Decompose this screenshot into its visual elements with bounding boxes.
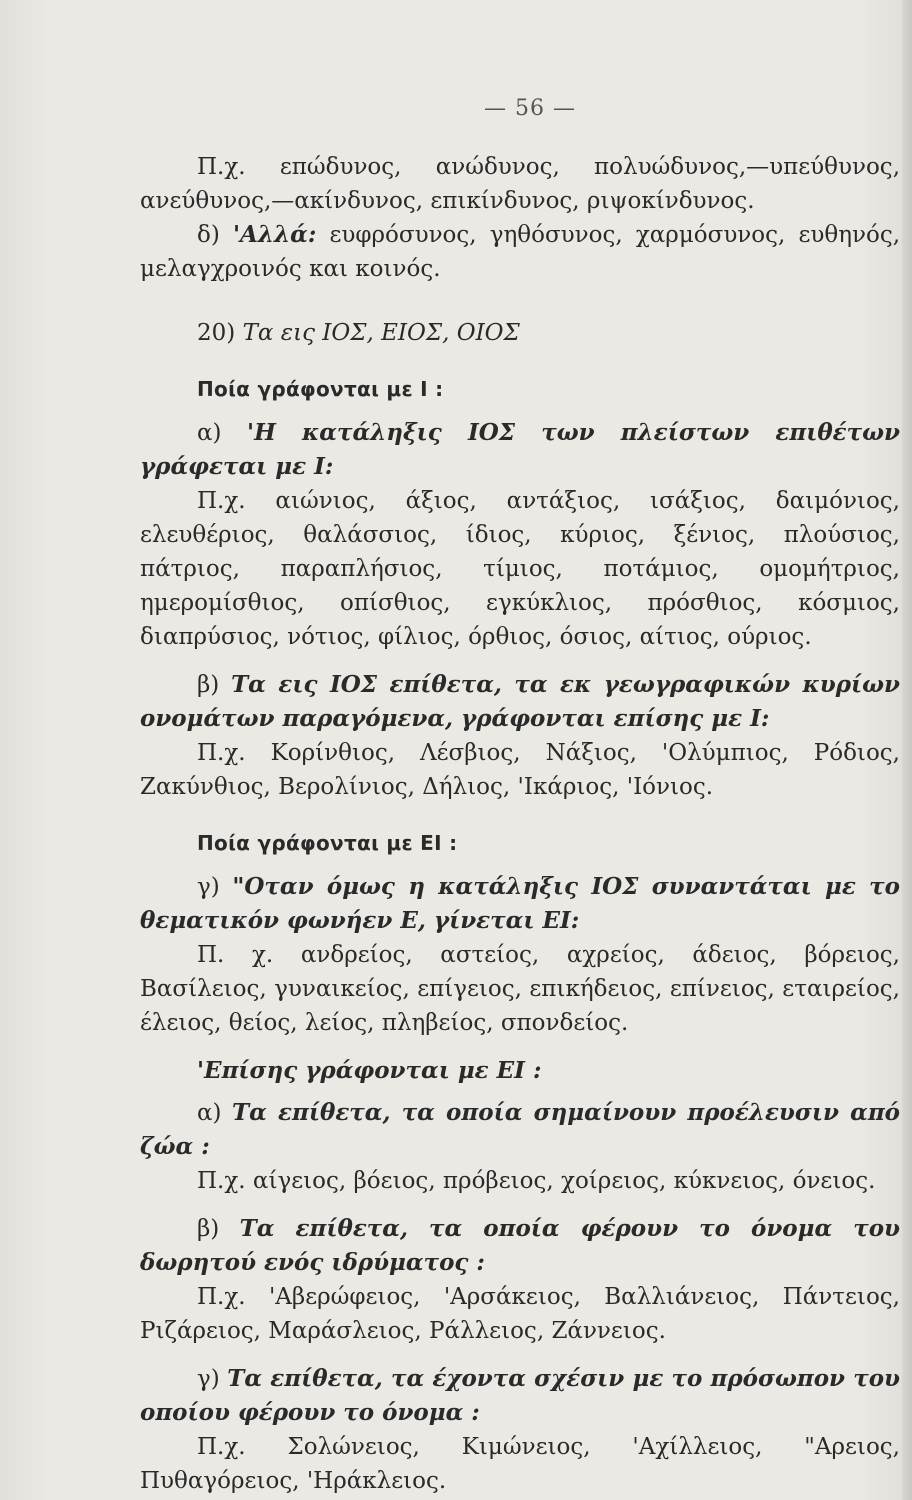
- paragraph-unnos-examples: Π.χ. επώδυνος, ανώδυνος, πολυώδυνος,—υπεύθυνος, ανεύθυνος,—ακίνδυνος, επικίνδυνος, ριψοκίνδυνος.: [140, 154, 900, 214]
- subheading-iota: Ποία γράφονται με Ι :: [197, 377, 444, 401]
- rule-b-examples: Π.χ. Κορίνθιος, Λέσβιος, Νάξιος, 'Ολύμπιος, Ρόδιος, Ζακύνθιος, Βερολίνιος, Δήλιος, 'Ικάριος, 'Ιόνιος.: [140, 740, 900, 800]
- document-body: [140, 150, 900, 1498]
- rule-label: α): [197, 1100, 222, 1126]
- rule-c-examples: Π. χ. ανδρείος, αστείος, αχρείος, άδειος, βόρειος, Βασίλειος, γυναικείος, επίγειος, επικήδειος, επίνειος, εταιρείος, έλειος, θείος, λείος, πληβείος, σπονδείος.: [140, 942, 900, 1036]
- section-number: 20): [197, 320, 236, 346]
- section-heading: [140, 316, 900, 350]
- paragraph-alla-exceptions: [140, 218, 900, 286]
- rule-text: 'Η κατάληξις ΙΟΣ των πλείστων επιθέτων γράφεται με Ι:: [140, 419, 900, 480]
- sub-b: [140, 1212, 900, 1280]
- rule-label: γ): [197, 1366, 220, 1392]
- rule-c: [140, 870, 900, 938]
- page-edge-shadow: [902, 0, 912, 1500]
- rule-text: "Οταν όμως η κατάληξις ΙΟΣ συναντάται με το θεματικόν φωνήεν Ε, γίνεται ΕΙ:: [140, 873, 900, 934]
- subheading-epsilon-iota: Ποία γράφονται με ΕΙ :: [197, 831, 458, 855]
- rule-b: [140, 668, 900, 736]
- sub-c-examples: Π.χ. Σολώνειος, Κιμώνειος, 'Αχίλλειος, "Αρειος, Πυθαγόρειος, 'Ηράκλειος.: [140, 1434, 900, 1494]
- rule-text: Τα επίθετα, τα οποία φέρουν το όνομα του δωρητού ενός ιδρύματος :: [140, 1215, 900, 1276]
- rule-label: β): [197, 672, 220, 698]
- sub-a: [140, 1096, 900, 1164]
- page-number: — 56 —: [484, 96, 576, 121]
- sub-b-examples: Π.χ. 'Αβερώφειος, 'Αρσάκειος, Βαλλιάνειος, Πάντειος, Ριζάρειος, Μαράσλειος, Ράλλειος, Ζάννειος.: [140, 1284, 900, 1344]
- rule-text: Τα επίθετα, τα έχοντα σχέσιν με το πρόσωπον του οποίου φέρουν το όνομα :: [140, 1365, 900, 1426]
- rule-label: β): [197, 1216, 220, 1242]
- rule-label: α): [197, 420, 222, 446]
- sub-a-examples: Π.χ. αίγειος, βόειος, πρόβειος, χοίρειος, κύκνειος, όνειος.: [197, 1168, 876, 1194]
- alla-lead: 'Αλλά:: [233, 221, 317, 248]
- rule-label: γ): [197, 874, 220, 900]
- rule-a: [140, 416, 900, 484]
- also-ei-heading: [140, 1054, 900, 1088]
- also-ei-text: 'Επίσης γράφονται με ΕΙ :: [197, 1057, 542, 1084]
- rule-text: Τα εις ΙΟΣ επίθετα, τα εκ γεωγραφικών κυρίων ονομάτων παραγόμενα, γράφονται επίσης με Ι:: [140, 671, 900, 732]
- exceptions-text: ευφρόσυνος, γηθόσυνος, χαρμόσυνος, ευθηνός, μελαγχροινός και κοινός.: [140, 222, 901, 282]
- rule-text: Τα επίθετα, τα οποία σημαίνουν προέλευσιν από ζώα :: [140, 1099, 900, 1160]
- sub-c: [140, 1362, 900, 1430]
- section-title: Τα εις ΙΟΣ, ΕΙΟΣ, ΟΙΟΣ: [242, 320, 520, 346]
- item-label: δ): [197, 222, 220, 248]
- rule-a-examples: Π.χ. αιώνιος, άξιος, αντάξιος, ισάξιος, δαιμόνιος, ελευθέριος, θαλάσσιος, ίδιος, κύριος, ξένιος, πλούσιος, πάτριος, παραπλήσιος, τίμιος, ποτάμιος, ομομήτριος, ημερομίσθιος, οπίσθιος, εγκύκλιος, πρόσθιος, κόσμιος, διαπρύσιος, νότιος, φίλιος, όρθιος, όσιος, αίτιος, ούριος.: [140, 488, 900, 650]
